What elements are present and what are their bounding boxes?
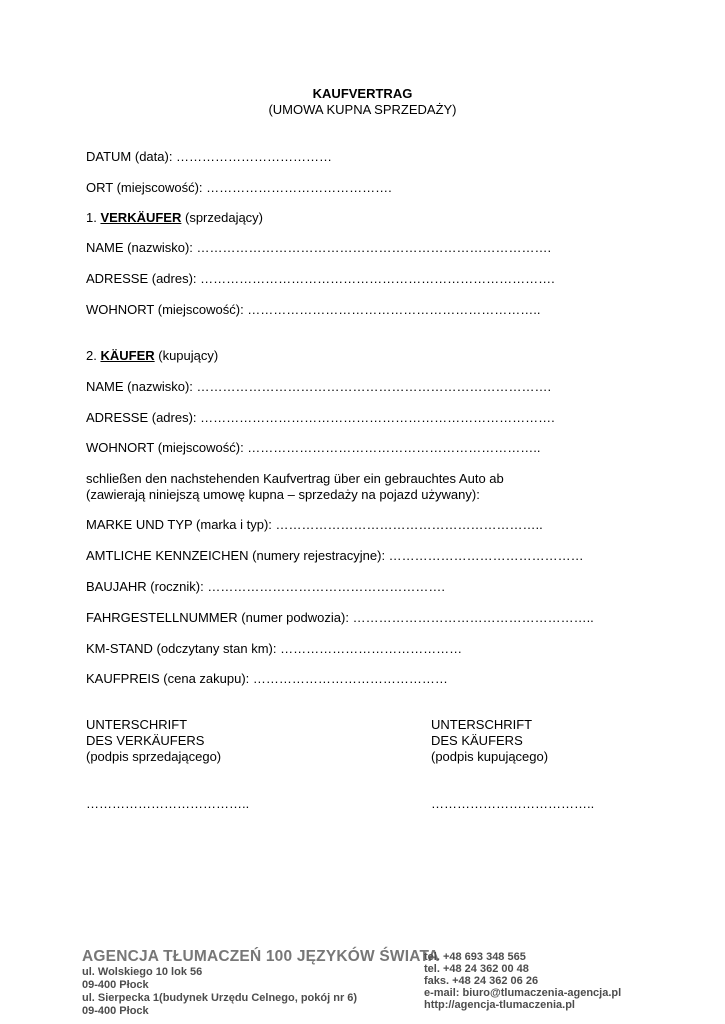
seller-signature-label-2: DES VERKÄUFERS	[86, 733, 205, 748]
seller-signature-line: ………………………………..	[86, 796, 250, 811]
seller-signature-label-3: (podpis sprzedającego)	[86, 749, 222, 764]
buyer-city-field: WOHNORT (miejscowość): …………………………………………………………..	[86, 440, 541, 455]
buyer-name-field: NAME (nazwisko): ……………………………………………………………………….	[86, 379, 552, 394]
document-subtitle: (UMOWA KUPNA SPRZEDAŻY)	[268, 102, 457, 117]
seller-name-field: NAME (nazwisko): ……………………………………………………………………….	[86, 240, 552, 255]
buyer-section-label: KÄUFER	[100, 348, 155, 363]
registration-field: AMTLICHE KENNZEICHEN (numery rejestracyjne): ………………………………………	[86, 548, 584, 563]
agency-address-line-4: 09-400 Płock	[82, 1005, 149, 1017]
seller-section-number: 1.	[86, 210, 101, 225]
buyer-signature-label-2: DES KÄUFERS	[431, 733, 523, 748]
chassis-number-field: FAHRGESTELLNUMMER (numer podwozia): ………………………………………………..	[86, 610, 594, 625]
buyer-signature-line: ………………………………..	[431, 796, 595, 811]
agency-website: http://agencja-tlumaczenia.pl	[424, 999, 575, 1011]
agency-phone-2: tel. +48 24 362 00 48	[424, 963, 529, 975]
seller-section-heading	[86, 210, 263, 226]
agency-address-line-3: ul. Sierpecka 1(budynek Urzędu Celnego, pokój nr 6)	[82, 992, 358, 1004]
price-field: KAUFPREIS (cena zakupu): ………………………………………	[86, 671, 448, 686]
statement-line-1: schließen den nachstehenden Kaufvertrag über ein gebrauchtes Auto ab	[86, 471, 504, 486]
agency-address-line-2: 09-400 Płock	[82, 979, 149, 991]
document-title: KAUFVERTRAG	[312, 86, 413, 101]
seller-city-field: WOHNORT (miejscowość): …………………………………………………………..	[86, 302, 541, 317]
buyer-address-field: ADRESSE (adres): ……………………………………………………………………….	[86, 410, 555, 425]
buyer-section-translation: (kupujący)	[154, 348, 219, 363]
seller-section-label: VERKÄUFER	[100, 210, 182, 225]
seller-address-field: ADRESSE (adres): ……………………………………………………………………….	[86, 271, 555, 286]
make-model-field: MARKE UND TYP (marka i typ): ……………………………………………………..	[86, 517, 543, 532]
agency-address-line-1: ul. Wolskiego 10 lok 56	[82, 966, 203, 978]
agency-fax: faks. +48 24 362 06 26	[424, 975, 539, 987]
place-field: ORT (miejscowość): …………………………………….	[86, 180, 392, 195]
seller-section-translation: (sprzedający)	[181, 210, 264, 225]
buyer-section-number: 2.	[86, 348, 101, 363]
seller-signature-label-1: UNTERSCHRIFT	[86, 717, 188, 732]
mileage-field: KM-STAND (odczytany stan km): ……………………………………	[86, 641, 463, 656]
agency-name: AGENCJA TŁUMACZEŃ 100 JĘZYKÓW ŚWIATA	[82, 948, 440, 965]
statement-line-2: (zawierają niniejszą umowę kupna – sprzedaży na pojazd używany):	[86, 487, 480, 502]
buyer-section-heading	[86, 348, 218, 364]
agency-phone-1: tel. +48 693 348 565	[424, 951, 526, 963]
date-field: DATUM (data): ………………………………	[86, 149, 333, 164]
buyer-signature-label-3: (podpis kupującego)	[431, 749, 549, 764]
buyer-signature-label-1: UNTERSCHRIFT	[431, 717, 533, 732]
year-field: BAUJAHR (rocznik): ……………………………………………….	[86, 579, 445, 594]
agency-email: e-mail: biuro@tlumaczenia-agencja.pl	[424, 987, 622, 999]
